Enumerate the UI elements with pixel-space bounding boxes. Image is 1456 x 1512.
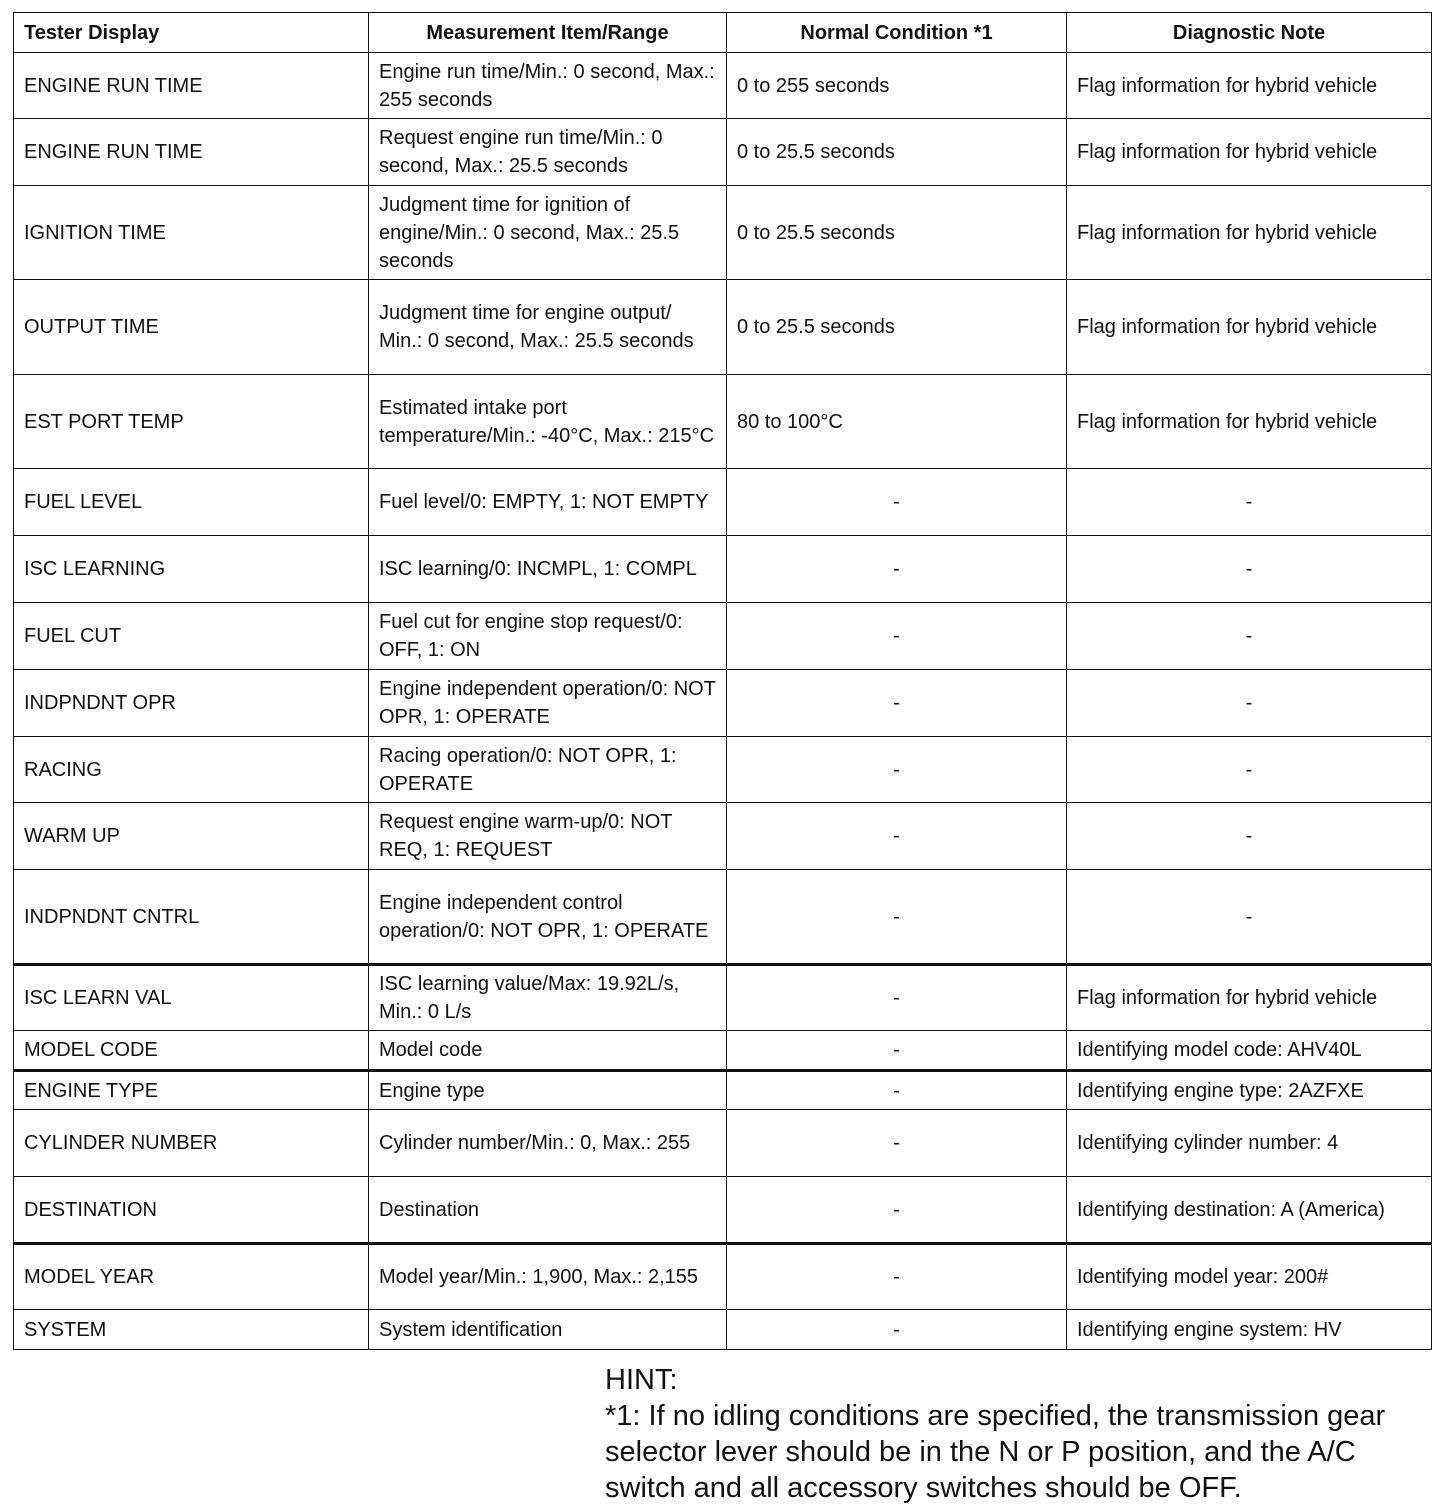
normal-condition-cell: -	[727, 803, 1067, 870]
table-row	[14, 670, 1432, 737]
tester-display-cell: ENGINE TYPE	[14, 1071, 369, 1110]
diagnostic-note-cell: Flag information for hybrid vehicle	[1067, 186, 1432, 280]
header-diagnostic-note: Diagnostic Note	[1067, 13, 1432, 53]
table-row	[14, 536, 1432, 603]
diagnostic-note-cell: -	[1067, 870, 1432, 965]
tester-display-cell: INDPNDNT CNTRL	[14, 870, 369, 965]
tester-display-cell: MODEL CODE	[14, 1031, 369, 1071]
data-list-table	[13, 12, 1432, 1350]
measurement-item-cell: Request engine run time/Min.: 0 second, Max.: 25.5 seconds	[369, 119, 727, 186]
header-normal-condition: Normal Condition *1	[727, 13, 1067, 53]
tester-display-cell: FUEL LEVEL	[14, 469, 369, 536]
measurement-item-cell: Engine type	[369, 1071, 727, 1110]
measurement-item-cell: Judgment time for ignition of engine/Min.: 0 second, Max.: 25.5 seconds	[369, 186, 727, 280]
table-row	[14, 737, 1432, 803]
diagnostic-note-cell: Identifying model code: AHV40L	[1067, 1031, 1432, 1071]
tester-display-cell: MODEL YEAR	[14, 1244, 369, 1310]
table-row	[14, 1310, 1432, 1350]
measurement-item-cell: Racing operation/0: NOT OPR, 1: OPERATE	[369, 737, 727, 803]
table-row	[14, 53, 1432, 119]
measurement-item-cell: Request engine warm-up/0: NOT REQ, 1: REQUEST	[369, 803, 727, 870]
tester-display-cell: ENGINE RUN TIME	[14, 119, 369, 186]
tester-display-cell: ISC LEARNING	[14, 536, 369, 603]
table-row	[14, 119, 1432, 186]
measurement-item-cell: Cylinder number/Min.: 0, Max.: 255	[369, 1110, 727, 1177]
normal-condition-cell: 0 to 25.5 seconds	[727, 119, 1067, 186]
normal-condition-cell: -	[727, 1110, 1067, 1177]
tester-display-cell: DESTINATION	[14, 1177, 369, 1244]
diagnostic-note-cell: -	[1067, 737, 1432, 803]
table-row	[14, 965, 1432, 1031]
normal-condition-cell: -	[727, 670, 1067, 737]
table-row	[14, 375, 1432, 469]
tester-display-cell: INDPNDNT OPR	[14, 670, 369, 737]
normal-condition-cell: -	[727, 1031, 1067, 1071]
tester-display-cell: ENGINE RUN TIME	[14, 53, 369, 119]
table-row	[14, 603, 1432, 670]
measurement-item-cell: Destination	[369, 1177, 727, 1244]
normal-condition-cell: 0 to 25.5 seconds	[727, 280, 1067, 375]
measurement-item-cell: Fuel level/0: EMPTY, 1: NOT EMPTY	[369, 469, 727, 536]
diagnostic-note-cell: Identifying engine system: HV	[1067, 1310, 1432, 1350]
table-row	[14, 1244, 1432, 1310]
diagnostic-note-cell: Flag information for hybrid vehicle	[1067, 119, 1432, 186]
diagnostic-note-cell: Identifying model year: 200#	[1067, 1244, 1432, 1310]
tester-display-cell: OUTPUT TIME	[14, 280, 369, 375]
table-row	[14, 1110, 1432, 1177]
tester-display-cell: RACING	[14, 737, 369, 803]
normal-condition-cell: -	[727, 737, 1067, 803]
measurement-item-cell: Model year/Min.: 1,900, Max.: 2,155	[369, 1244, 727, 1310]
diagnostic-note-cell: Flag information for hybrid vehicle	[1067, 53, 1432, 119]
normal-condition-cell: -	[727, 469, 1067, 536]
normal-condition-cell: 0 to 255 seconds	[727, 53, 1067, 119]
hint-title: HINT:	[605, 1364, 678, 1396]
diagnostic-note-cell: -	[1067, 536, 1432, 603]
table-row	[14, 186, 1432, 280]
diagnostic-note-cell: -	[1067, 670, 1432, 737]
measurement-item-cell: ISC learning value/Max: 19.92L/s, Min.: 0 L/s	[369, 965, 727, 1031]
normal-condition-cell: -	[727, 1071, 1067, 1110]
diagnostic-note-cell: -	[1067, 469, 1432, 536]
diagnostic-note-cell: -	[1067, 803, 1432, 870]
normal-condition-cell: -	[727, 536, 1067, 603]
measurement-item-cell: Fuel cut for engine stop request/0: OFF, 1: ON	[369, 603, 727, 670]
diagnostic-note-cell: Identifying cylinder number: 4	[1067, 1110, 1432, 1177]
measurement-item-cell: ISC learning/0: INCMPL, 1: COMPL	[369, 536, 727, 603]
tester-display-cell: SYSTEM	[14, 1310, 369, 1350]
diagnostic-note-cell: Identifying engine type: 2AZFXE	[1067, 1071, 1432, 1110]
diagnostic-note-cell: Identifying destination: A (America)	[1067, 1177, 1432, 1244]
table-header-row	[14, 13, 1432, 53]
measurement-item-cell: System identification	[369, 1310, 727, 1350]
tester-display-cell: ISC LEARN VAL	[14, 965, 369, 1031]
measurement-item-cell: Engine run time/Min.: 0 second, Max.: 255 seconds	[369, 53, 727, 119]
normal-condition-cell: -	[727, 870, 1067, 965]
measurement-item-cell: Judgment time for engine output/ Min.: 0 second, Max.: 25.5 seconds	[369, 280, 727, 375]
diagnostic-note-cell: Flag information for hybrid vehicle	[1067, 375, 1432, 469]
measurement-item-cell: Engine independent operation/0: NOT OPR, 1: OPERATE	[369, 670, 727, 737]
normal-condition-cell: -	[727, 603, 1067, 670]
hint-text: *1: If no idling conditions are specified, the transmission gear selector lever should be in the N or P position, and the A/C switch and all accessory switches should be OFF.	[605, 1400, 1386, 1504]
measurement-item-cell: Model code	[369, 1031, 727, 1071]
normal-condition-cell: -	[727, 1177, 1067, 1244]
diagnostic-note-cell: Flag information for hybrid vehicle	[1067, 280, 1432, 375]
tester-display-cell: WARM UP	[14, 803, 369, 870]
normal-condition-cell: -	[727, 965, 1067, 1031]
tester-display-cell: EST PORT TEMP	[14, 375, 369, 469]
tester-display-cell: IGNITION TIME	[14, 186, 369, 280]
diagnostic-note-cell: Flag information for hybrid vehicle	[1067, 965, 1432, 1031]
table-row	[14, 1177, 1432, 1244]
normal-condition-cell: 0 to 25.5 seconds	[727, 186, 1067, 280]
measurement-item-cell: Estimated intake port temperature/Min.: -40°C, Max.: 215°C	[369, 375, 727, 469]
header-tester-display: Tester Display	[14, 13, 369, 53]
header-measurement-item: Measurement Item/Range	[369, 13, 727, 53]
diagnostic-note-cell: -	[1067, 603, 1432, 670]
table-row	[14, 803, 1432, 870]
hint-block	[605, 1362, 1435, 1506]
table-row	[14, 1071, 1432, 1110]
tester-display-cell: FUEL CUT	[14, 603, 369, 670]
normal-condition-cell: -	[727, 1244, 1067, 1310]
table-row	[14, 469, 1432, 536]
table-row	[14, 280, 1432, 375]
normal-condition-cell: 80 to 100°C	[727, 375, 1067, 469]
measurement-item-cell: Engine independent control operation/0: NOT OPR, 1: OPERATE	[369, 870, 727, 965]
normal-condition-cell: -	[727, 1310, 1067, 1350]
table-row	[14, 870, 1432, 965]
table-row	[14, 1031, 1432, 1071]
tester-display-cell: CYLINDER NUMBER	[14, 1110, 369, 1177]
